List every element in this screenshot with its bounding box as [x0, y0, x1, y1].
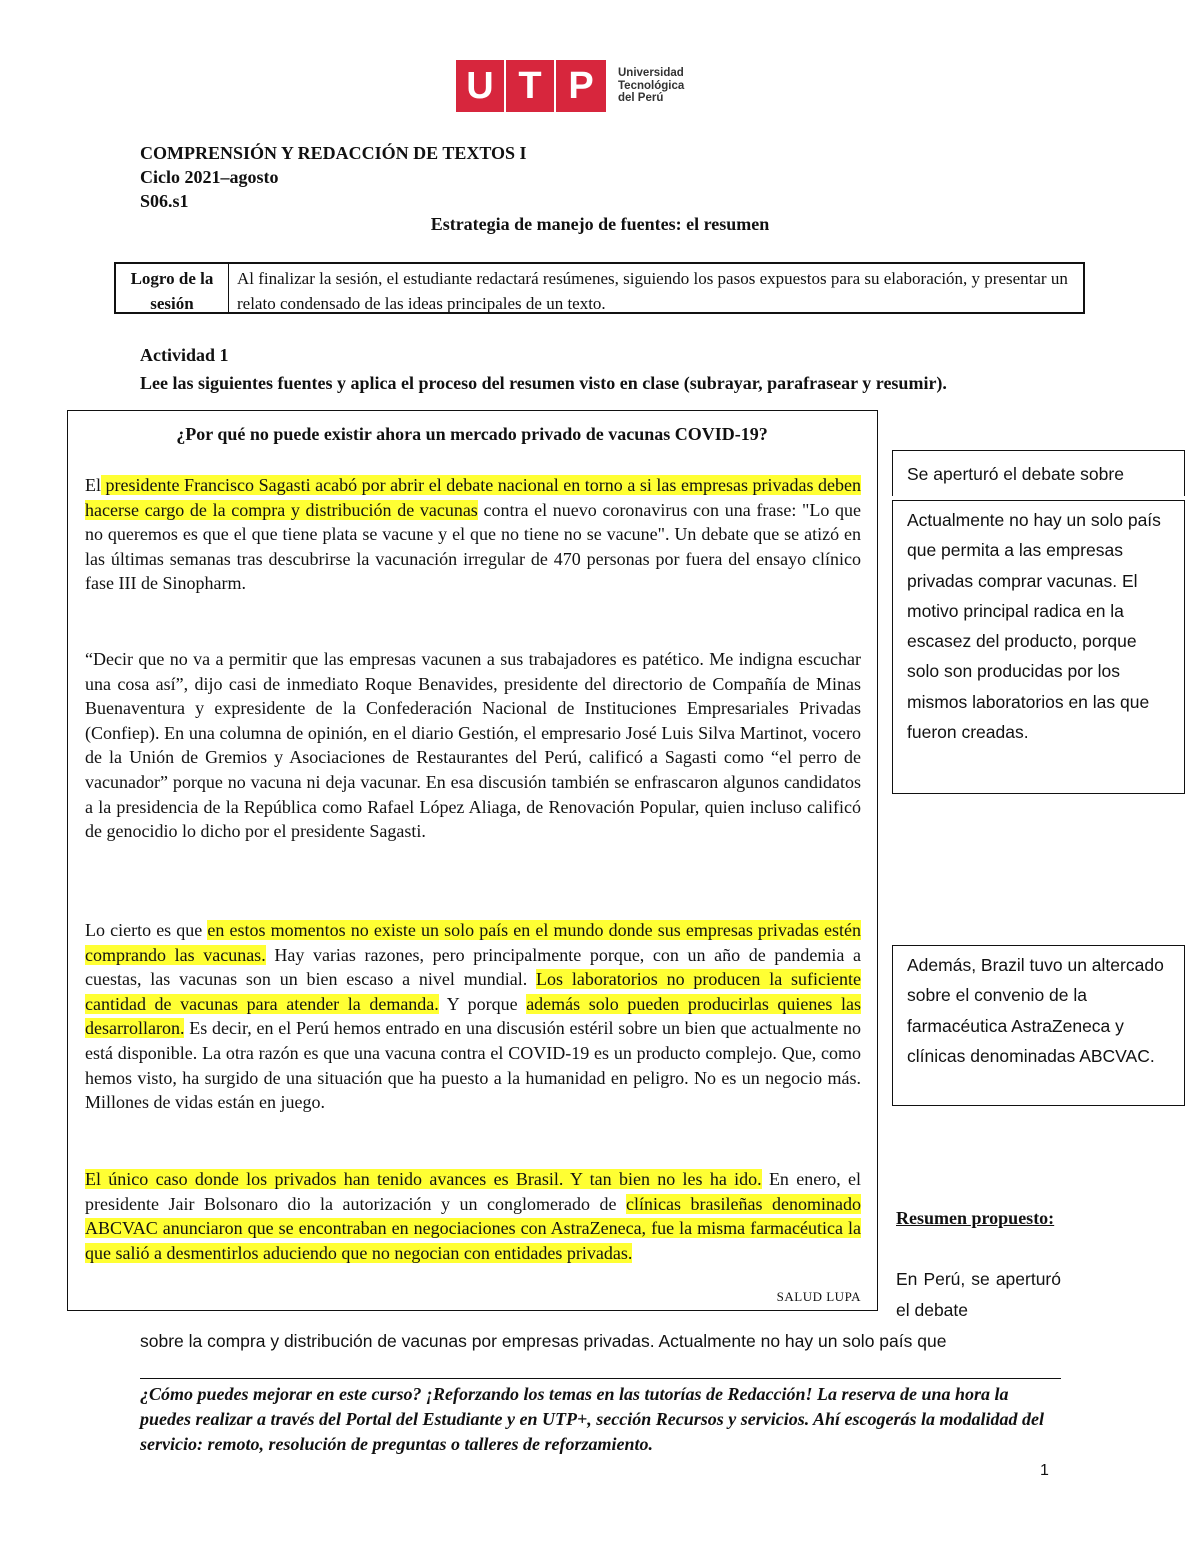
article-box — [67, 410, 878, 1311]
highlighted-text: El único caso donde los privados han tenido avances es Brasil. Y tan bien no les ha ido. — [85, 1169, 762, 1189]
article-paragraph-3 — [85, 918, 861, 1115]
highlighted-text: Los laboratorios no producen la suficiente cantidad de vacunas para atender la demanda. — [85, 969, 861, 1014]
logro-table — [114, 262, 1085, 314]
cycle-label: Ciclo 2021–agosto — [140, 167, 279, 187]
logo-letter-u: U — [456, 60, 504, 112]
side-note-2: Actualmente no hay un solo país que permita a las empresas privadas comprar vacunas. El motivo principal radica en la escasez del producto, porque solo son producidas por los mismos laboratorios en las que fueron creadas. — [892, 500, 1185, 794]
resumen-title: Resumen propuesto: — [896, 1208, 1055, 1228]
course-title: COMPRENSIÓN Y REDACCIÓN DE TEXTOS I — [140, 143, 527, 163]
footer-divider — [140, 1378, 1061, 1379]
article-paragraph-2: “Decir que no va a permitir que las empresas vacunen a sus trabajadores es patético. Me indigna escuchar una cosa así”, dijo casi de inmediato Roque Benavides, presidente del directorio de Compañía de Minas Buenaventura y expresidente de la Confederación Nacional de Instituciones Empresariales Privadas (Confiep). En una columna de opinión, en el diario Gestión, el empresario José Luis Silva Martinot, vocero de la Unión de Gremios y Asociaciones de Restaurantes del Perú, calificó a Sagasti como “el perro de vacunador” porque no vacuna ni deja vacunar. En esa discusión también se enfrascaron algunos candidatos a la presidencia de la República como Rafael López Aliaga, de Renovación Popular, quien incluso calificó de genocidio lo dicho por el presidente Sagasti. — [85, 649, 861, 842]
utp-logo — [456, 60, 684, 112]
logo-letter-t: T — [506, 60, 554, 112]
logro-text: Al finalizar la sesión, el estudiante redactará resúmenes, siguiendo los pasos expuestos para su elaboración, y presentar un relato condensado de las ideas principales de un texto. — [237, 269, 1068, 313]
article-paragraph-1 — [85, 473, 861, 596]
highlighted-text: en estos momentos no existe un solo país en el mundo donde sus empresas privadas estén comprando las vacunas. — [85, 920, 862, 965]
activity-title: Actividad 1 — [140, 345, 229, 365]
resumen-continuation: sobre la compra y distribución de vacunas por empresas privadas. Actualmente no hay un solo país que — [140, 1331, 947, 1351]
text-run: contra el nuevo coronavirus con una frase: "Lo que no queremos es que el que tiene plata se vacune y el que no tiene no se vacune". Un debate que se atizó en las últimas semanas tras descubrirse la vacunación irregular de 470 personas por fuera del ensayo clínico fase III de Sinopharm. — [85, 499, 861, 594]
page-number: 1 — [1040, 1462, 1049, 1479]
logo-letter-p: P — [556, 60, 606, 112]
article-title: ¿Por qué no puede existir ahora un mercado privado de vacunas COVID-19? — [176, 424, 768, 444]
page-subtitle: Estrategia de manejo de fuentes: el resumen — [430, 214, 770, 234]
text-run: Y porque — [438, 993, 527, 1014]
text-run: Es decir, en el Perú hemos entrado en una discusión estéril sobre un bien que actualmente no está disponible. La otra razón es que una vacuna contra el COVID-19 es un producto complejo. Que, como hemos visto, ha surgido de una situación que ha puesto a la humanidad en peligro. No es un negocio más. Millones de vidas están en juego. — [85, 1018, 861, 1113]
logo-text-line3: del Perú — [618, 92, 664, 105]
logo-text — [618, 67, 684, 105]
text-run: Lo cierto es que — [85, 920, 208, 940]
logo-text-line2: Tecnológica — [618, 79, 685, 92]
highlighted-text: presidente Francisco Sagasti acabó por abrir el debate nacional en torno a si las empresas privadas deben hacerse cargo de la compra y distribución de vacunas — [85, 475, 861, 520]
article-paragraph-4 — [85, 1167, 861, 1265]
session-label: S06.s1 — [140, 191, 189, 211]
article-source: SALUD LUPA — [776, 1289, 861, 1304]
highlighted-text: clínicas brasileñas denominado ABCVAC anunciaron que se encontraban en negociaciones con AstraZeneca, fue la misma farmacéutica la que salió a desmentirlos aduciendo que no negocian con entidades privadas. — [85, 1193, 861, 1263]
resumen-start: En Perú, se aperturó el debate — [896, 1269, 1061, 1320]
text-run: Hay varias razones, pero principalmente porque, con un año de pandemia a cuestas, las vacunas son un bien escaso a nivel mundial. — [85, 944, 861, 990]
side-note-1: Se aperturó el debate sobre — [892, 450, 1185, 496]
text-run: El — [85, 475, 101, 495]
logo-text-line1: Universidad — [618, 67, 684, 80]
side-note-3: Además, Brazil tuvo un altercado sobre el convenio de la farmacéutica AstraZeneca y clínicas denominadas ABCVAC. — [892, 945, 1185, 1106]
logro-label: Logro de la sesión — [116, 264, 229, 312]
activity-instruction: Lee las siguientes fuentes y aplica el proceso del resumen visto en clase (subrayar, parafrasear y resumir). — [140, 373, 947, 393]
footer-note: ¿Cómo puedes mejorar en este curso? ¡Reforzando los temas en las tutorías de Redacción! La reserva de una hora la puedes realizar a través del Portal del Estudiante y en UTP+, sección Recursos y servicios. Ahí escogerás la modalidad del servicio: remoto, resolución de preguntas o talleres de reforzamiento. — [140, 1384, 1045, 1454]
text-run: En enero, el presidente Jair Bolsonaro dio la autorización y un conglomerado de — [85, 1169, 862, 1214]
highlighted-text: además solo pueden producirlas quienes las desarrollaron. — [85, 993, 861, 1039]
